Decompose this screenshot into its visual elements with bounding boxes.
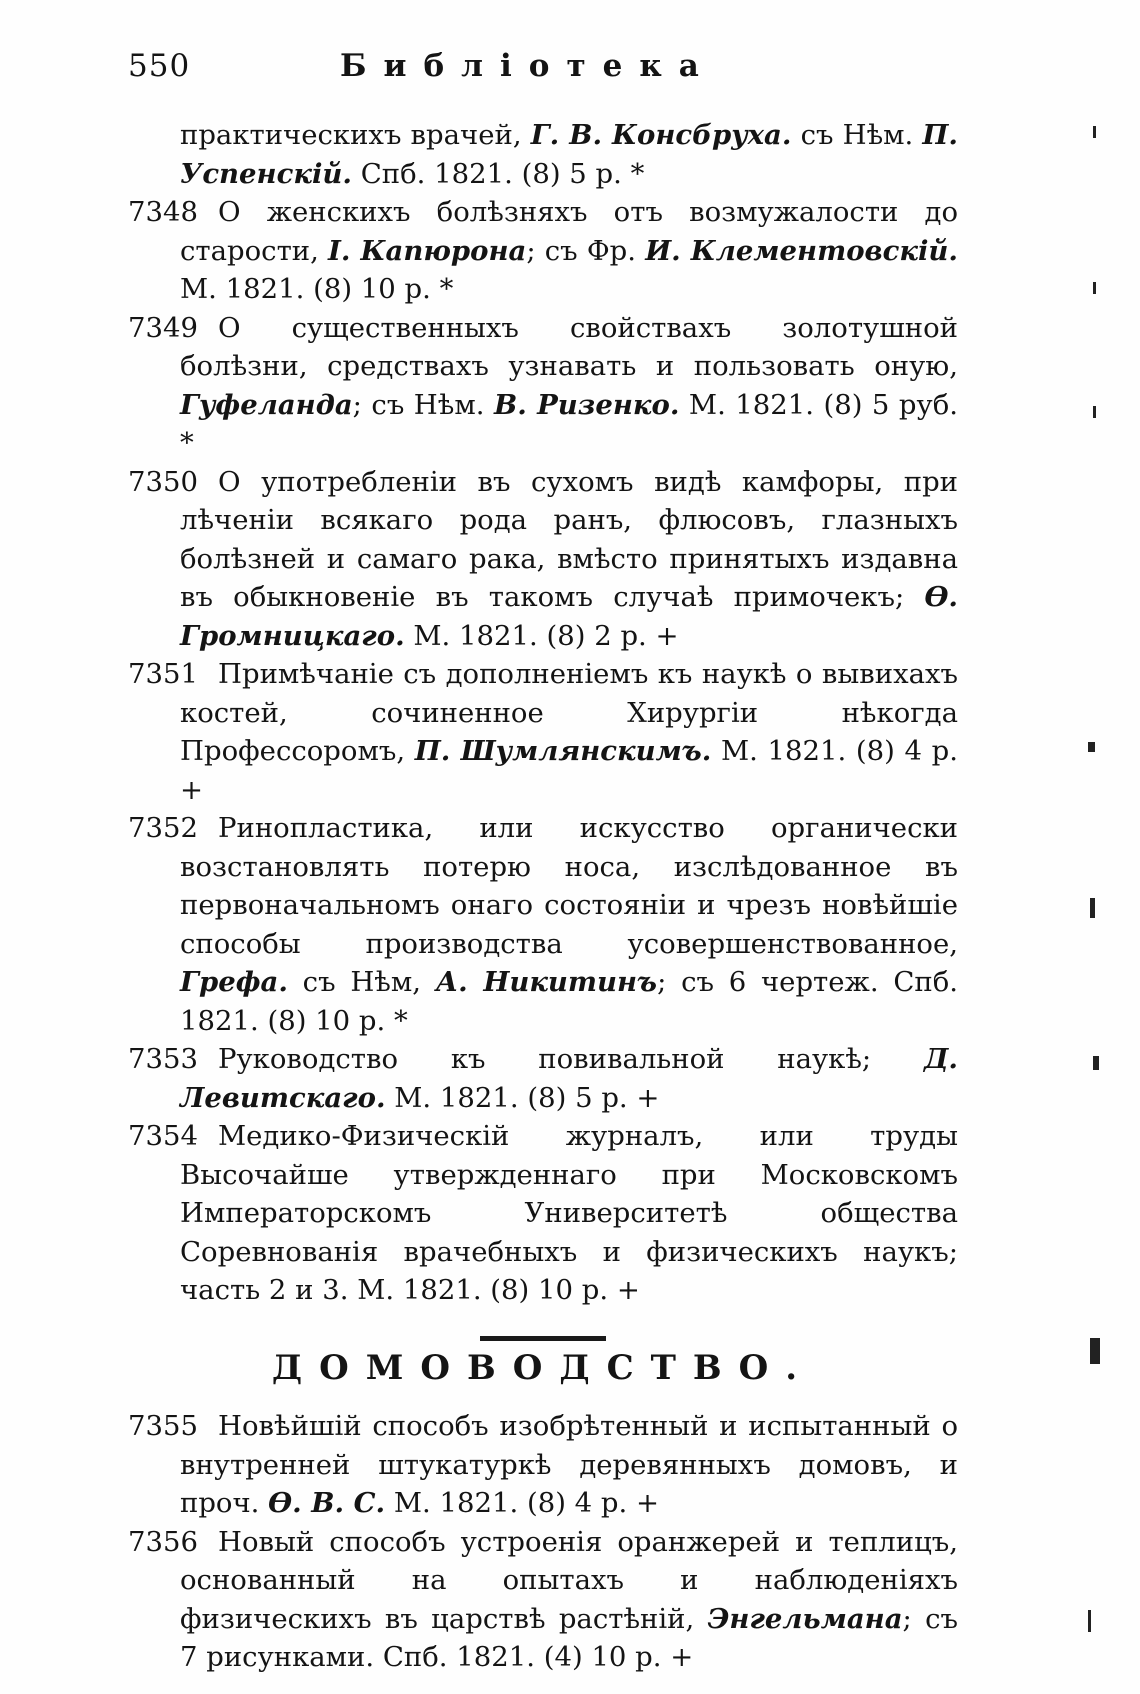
margin-speck <box>1093 406 1096 418</box>
entry-author: Грефа. <box>180 966 288 998</box>
entry-author: Д. Левитскаго. <box>180 1043 958 1114</box>
catalog-entry <box>128 809 958 1040</box>
catalog-entry <box>128 1040 958 1117</box>
entry-text: практическихъ врачей, <box>180 119 531 151</box>
entry-author: Ѳ. В. С. <box>268 1487 386 1519</box>
entry-text: ; съ 7 рисунками. Спб. 1821. (4) 10 р. + <box>180 1602 959 1673</box>
entry-author: Гуфеланда <box>180 388 353 421</box>
entry-text: Руководство къ повивальной наукѣ; <box>218 1043 924 1075</box>
catalog-entry <box>128 463 958 656</box>
entry-number: 7355 <box>128 1410 198 1442</box>
entry-author: В. Ризенко. <box>493 388 680 421</box>
entry-author: І. Капюрона <box>328 234 527 267</box>
entries-household <box>128 1407 958 1677</box>
page-header <box>128 48 968 98</box>
entry-number: 7349 <box>128 311 198 344</box>
catalog-entry <box>128 1523 958 1677</box>
entry-number: 7354 <box>128 1120 198 1152</box>
section-heading: ДОМОВОДСТВО. <box>271 1347 815 1388</box>
catalog-body <box>128 116 958 1677</box>
margin-speck <box>1093 1056 1099 1070</box>
catalog-entry <box>128 193 958 309</box>
entry-text: Ринопластика, или искусство органически возстановлять потерю носа, изслѣдованное въ первоначальномъ онаго состояніи и чрезъ новѣйшіе способы производства усовершенствованное, <box>180 812 958 960</box>
entry-text: ; съ Нѣм. <box>352 388 494 421</box>
entry-text: съ Нѣм, <box>287 966 436 998</box>
entry-text: Спб. 1821. (8) 5 р. * <box>351 157 645 190</box>
entry-author: Ѳ. Громницкаго. <box>180 581 958 652</box>
entry-number: 7348 <box>128 196 198 228</box>
entry-text: М. 1821. (8) 4 р. + <box>180 735 958 806</box>
entry-text: ; съ 6 чертеж. Спб. 1821. (8) 10 р. * <box>180 966 958 1037</box>
entry-text: Новый способъ устроенія оранжерей и теплицъ, основанный на опытахъ и наблюденіяхъ физическихъ въ царствѣ растѣній, <box>180 1525 958 1635</box>
margin-speck <box>1090 898 1095 918</box>
entry-text: М. 1821. (8) 5 руб. * <box>180 388 958 459</box>
margin-speck <box>1093 282 1096 294</box>
entry-text: Новѣйшій способъ изобрѣтенный и испытанный о внутренней штукатуркѣ деревянныхъ домовъ, и проч. <box>180 1410 958 1519</box>
entry-text: Примѣчаніе съ дополненіемъ къ наукѣ о вывихахъ костей, сочиненное Хирургіи нѣкогда Профессоромъ, <box>180 658 958 767</box>
catalog-entry <box>128 309 958 463</box>
catalog-entry <box>128 655 958 809</box>
entry-text: съ Нѣм. <box>791 119 923 151</box>
page-number: 550 <box>128 48 191 84</box>
entry-author: Энгельмана <box>707 1602 903 1635</box>
entry-author: А. Никитинъ <box>435 966 658 998</box>
entry-text: М. 1821. (8) 10 р. * <box>180 273 454 305</box>
entry-text: М. 1821. (8) 5 р. + <box>385 1081 660 1114</box>
entry-text: О существенныхъ свойствахъ золотушной болѣзни, средствахъ узнавать и пользовать оную, <box>180 311 958 382</box>
entry-text: О употребленіи въ сухомъ видѣ камфоры, при лѣченіи всякаго рода ранъ, флюсовъ, глазныхъ болѣзней и самаго рака, вмѣсто принятыхъ издавна въ обыкновеніе въ такомъ случаѣ примочекъ; <box>180 465 958 613</box>
entry-author: И. Клементовскій. <box>645 234 958 267</box>
entries-medicine <box>128 116 958 1310</box>
entry-number: 7356 <box>128 1525 198 1558</box>
section-rule <box>480 1336 606 1341</box>
entry-text: Медико-Физическій журналъ, или труды Высочайше утвержденнаго при Московскомъ Императорскомъ Университетѣ общества Соревнованія врачебныхъ и физическихъ наукъ; часть 2 и 3. М. 1821. (8) 10 р. + <box>180 1120 958 1306</box>
entry-number: 7352 <box>128 812 198 844</box>
entry-text: ; съ Фр. <box>526 234 646 267</box>
catalog-entry <box>128 1117 958 1310</box>
margin-speck <box>1088 742 1095 752</box>
catalog-entry <box>128 1407 958 1523</box>
entry-number: 7351 <box>128 658 198 690</box>
entry-number: 7353 <box>128 1043 198 1075</box>
entry-text: О женскихъ болѣзняхъ отъ возмужалости до старости, <box>180 196 958 267</box>
entry-author: П. Шумлянскимъ. <box>414 735 712 767</box>
entry-number: 7350 <box>128 465 198 498</box>
running-title: Библіотека <box>340 48 716 84</box>
margin-speck <box>1093 126 1096 138</box>
margin-speck <box>1088 1610 1091 1632</box>
entry-continuation <box>128 116 958 193</box>
entry-text: М. 1821. (8) 4 р. + <box>385 1487 660 1519</box>
entry-author: Г. В. Консбруха. <box>530 119 792 151</box>
entry-text: М. 1821. (8) 2 р. + <box>404 619 679 652</box>
entry-author: П. Успенскій. <box>180 119 958 190</box>
margin-speck <box>1090 1338 1100 1364</box>
